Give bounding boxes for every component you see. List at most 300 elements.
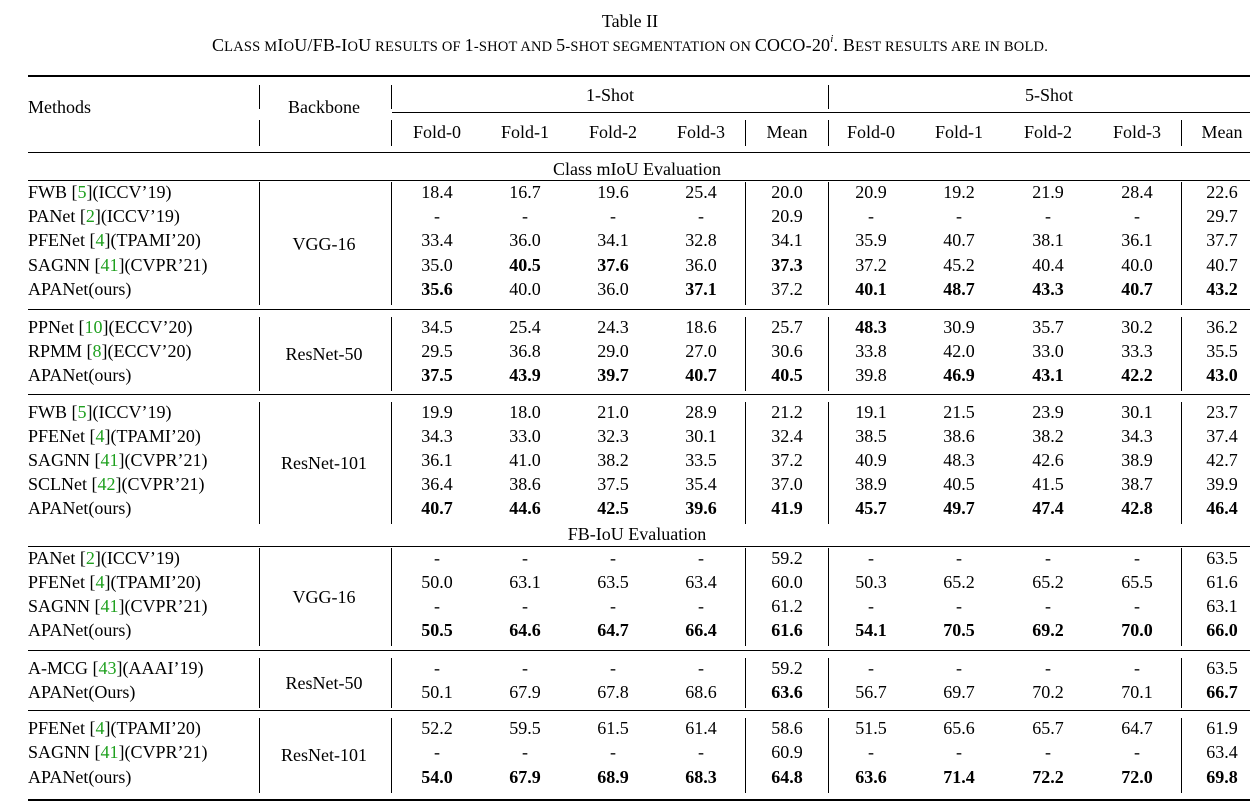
score-cell: 66.0 bbox=[1206, 620, 1238, 640]
column-divider bbox=[828, 317, 829, 391]
score-cell: 34.5 bbox=[421, 317, 453, 337]
score-cell: 28.9 bbox=[685, 402, 717, 422]
score-cell: - bbox=[1045, 596, 1051, 616]
score-cell: 29.5 bbox=[421, 341, 453, 361]
method-label: SAGNN bbox=[28, 254, 95, 275]
score-cell: - bbox=[1045, 548, 1051, 568]
column-divider bbox=[391, 548, 392, 646]
score-cell: 70.1 bbox=[1121, 682, 1153, 702]
method-venue: (TPAMI’20) bbox=[110, 572, 201, 592]
score-cell: - bbox=[956, 742, 962, 763]
score-cell: 39.7 bbox=[597, 365, 629, 385]
score-cell: 40.7 bbox=[1206, 254, 1238, 275]
method-venue: (ECCV’20) bbox=[108, 317, 193, 337]
score-cell: 39.8 bbox=[855, 365, 887, 385]
score-cell: 21.9 bbox=[1032, 182, 1064, 202]
score-cell: 23.7 bbox=[1206, 402, 1238, 422]
citation-link[interactable]: 10 bbox=[84, 317, 103, 337]
score-cell: - bbox=[434, 742, 440, 763]
score-cell: 63.6 bbox=[855, 766, 887, 787]
citation-link[interactable]: 4 bbox=[95, 572, 105, 592]
score-cell: 21.2 bbox=[771, 402, 803, 422]
score-cell: 69.7 bbox=[943, 682, 975, 702]
score-cell: 43.0 bbox=[1206, 365, 1238, 385]
score-cell: 63.5 bbox=[1206, 658, 1238, 678]
score-cell: 34.1 bbox=[771, 230, 803, 251]
score-cell: 41.5 bbox=[1032, 473, 1064, 494]
score-cell: 35.9 bbox=[855, 230, 887, 251]
score-cell: 25.7 bbox=[771, 317, 803, 337]
score-cell: 46.9 bbox=[943, 365, 975, 385]
column-divider bbox=[745, 317, 746, 391]
score-cell: 40.9 bbox=[855, 449, 887, 470]
citation-link[interactable]: 41 bbox=[100, 254, 119, 275]
column-divider bbox=[828, 182, 829, 305]
score-cell: 63.1 bbox=[509, 572, 541, 592]
citation-link[interactable]: 4 bbox=[95, 230, 105, 251]
method-label: APANet(ours) bbox=[28, 278, 132, 299]
score-cell: 30.1 bbox=[1121, 402, 1153, 422]
score-cell: 52.2 bbox=[421, 718, 453, 738]
score-cell: 37.6 bbox=[597, 254, 629, 275]
subcol-header: Fold-1 bbox=[500, 122, 550, 142]
group-rule bbox=[28, 710, 1250, 711]
column-divider bbox=[391, 402, 392, 524]
score-cell: 40.5 bbox=[771, 365, 803, 385]
method-venue: (ICCV’19) bbox=[100, 206, 180, 227]
score-cell: 20.9 bbox=[855, 182, 887, 202]
method-name bbox=[28, 497, 131, 519]
score-cell: 65.5 bbox=[1121, 572, 1153, 592]
method-label: PFENet bbox=[28, 718, 90, 738]
column-divider bbox=[391, 317, 392, 391]
method-name bbox=[28, 766, 131, 788]
score-cell: 44.6 bbox=[509, 497, 541, 518]
group-rule bbox=[28, 309, 1250, 310]
score-cell: 29.0 bbox=[597, 341, 629, 361]
score-cell: 36.0 bbox=[597, 278, 629, 299]
column-divider bbox=[1181, 718, 1182, 793]
method-venue: (TPAMI’20) bbox=[110, 718, 201, 738]
method-venue: (CVPR’21) bbox=[121, 473, 205, 494]
score-cell: 32.4 bbox=[771, 425, 803, 446]
backbone-label: ResNet-50 bbox=[285, 344, 363, 364]
score-cell: 49.7 bbox=[943, 497, 975, 518]
citation-link[interactable]: 41 bbox=[100, 449, 119, 470]
score-cell: 46.4 bbox=[1206, 497, 1238, 518]
score-cell: 19.1 bbox=[855, 402, 887, 422]
score-cell: 40.0 bbox=[509, 278, 541, 299]
method-name: SAGNN [41](CVPR’21) bbox=[28, 449, 208, 470]
score-cell: 18.0 bbox=[509, 402, 541, 422]
score-cell: 50.1 bbox=[421, 682, 453, 702]
score-cell: 16.7 bbox=[509, 182, 541, 202]
score-cell: 40.1 bbox=[855, 278, 887, 299]
citation-link[interactable]: 41 bbox=[100, 596, 119, 616]
group-rule bbox=[28, 394, 1250, 395]
subcol-header: Fold-1 bbox=[934, 122, 984, 142]
score-cell: 32.8 bbox=[685, 230, 717, 251]
column-divider bbox=[745, 658, 746, 708]
method-label: FWB bbox=[28, 402, 72, 422]
score-cell: 33.4 bbox=[421, 230, 453, 251]
method-label: APANet(ours) bbox=[28, 365, 132, 385]
score-cell: - bbox=[956, 206, 962, 227]
score-cell: - bbox=[868, 206, 874, 227]
score-cell: 65.2 bbox=[943, 572, 975, 592]
score-cell: 33.0 bbox=[1032, 341, 1064, 361]
method-venue: (AAAI’19) bbox=[122, 658, 204, 678]
score-cell: 47.4 bbox=[1032, 497, 1064, 518]
score-cell: 42.6 bbox=[1032, 449, 1064, 470]
score-cell: 33.8 bbox=[855, 341, 887, 361]
method-venue: (TPAMI’20) bbox=[110, 230, 201, 251]
column-divider bbox=[745, 718, 746, 793]
column-divider bbox=[259, 317, 260, 391]
method-label: FWB bbox=[28, 182, 72, 202]
score-cell: - bbox=[610, 658, 616, 678]
score-cell: - bbox=[868, 658, 874, 678]
score-cell: 38.7 bbox=[1121, 473, 1153, 494]
column-divider bbox=[828, 548, 829, 646]
score-cell: 21.5 bbox=[943, 402, 975, 422]
method-name: FWB [5](ICCV’19) bbox=[28, 402, 172, 422]
score-cell: 68.6 bbox=[685, 682, 717, 702]
score-cell: 61.6 bbox=[1206, 572, 1238, 592]
score-cell: 38.6 bbox=[509, 473, 541, 494]
citation-link[interactable]: 42 bbox=[97, 473, 116, 494]
score-cell: - bbox=[868, 596, 874, 616]
method-name: PFENet [4](TPAMI’20) bbox=[28, 425, 201, 446]
backbone-label: VGG-16 bbox=[292, 587, 356, 607]
method-name: PANet [2](ICCV’19) bbox=[28, 548, 180, 568]
score-cell: 50.3 bbox=[855, 572, 887, 592]
score-cell: - bbox=[698, 596, 704, 616]
score-cell: - bbox=[868, 742, 874, 763]
score-cell: 64.7 bbox=[1121, 718, 1153, 738]
method-name: FWB [5](ICCV’19) bbox=[28, 182, 172, 202]
score-cell: 21.0 bbox=[597, 402, 629, 422]
score-cell: 25.4 bbox=[509, 317, 541, 337]
score-cell: 37.7 bbox=[1206, 230, 1238, 251]
citation-link[interactable]: 41 bbox=[100, 742, 119, 763]
method-venue: (ICCV’19) bbox=[92, 402, 172, 422]
score-cell: - bbox=[434, 206, 440, 227]
score-cell: 28.4 bbox=[1121, 182, 1153, 202]
score-cell: 61.4 bbox=[685, 718, 717, 738]
score-cell: 19.9 bbox=[421, 402, 453, 422]
score-cell: 63.1 bbox=[1206, 596, 1238, 616]
method-label: RPMM bbox=[28, 341, 87, 361]
method-venue: (ICCV’19) bbox=[100, 548, 180, 568]
score-cell: 36.4 bbox=[421, 473, 453, 494]
score-cell: 41.0 bbox=[509, 449, 541, 470]
method-label: PFENet bbox=[28, 230, 90, 251]
score-cell: 37.4 bbox=[1206, 425, 1238, 446]
citation-link[interactable]: 4 bbox=[95, 425, 105, 446]
method-venue: (CVPR’21) bbox=[124, 596, 208, 616]
method-name: SAGNN [41](CVPR’21) bbox=[28, 742, 208, 763]
score-cell: 54.0 bbox=[421, 766, 453, 787]
score-cell: 36.1 bbox=[1121, 230, 1153, 251]
backbone-label: ResNet-101 bbox=[281, 745, 367, 766]
subcol-header: Fold-0 bbox=[412, 122, 462, 142]
score-cell: - bbox=[1134, 742, 1140, 763]
backbone-label: ResNet-50 bbox=[285, 673, 363, 693]
method-name: PFENet [4](TPAMI’20) bbox=[28, 230, 201, 251]
score-cell: 43.1 bbox=[1032, 365, 1064, 385]
score-cell: 32.3 bbox=[597, 425, 629, 446]
subcol-header: Fold-3 bbox=[676, 122, 726, 142]
method-label: PANet bbox=[28, 548, 80, 568]
score-cell: 35.0 bbox=[421, 254, 453, 275]
score-cell: - bbox=[610, 206, 616, 227]
column-divider bbox=[1181, 658, 1182, 708]
score-cell: 54.1 bbox=[855, 620, 887, 640]
method-name bbox=[28, 364, 131, 386]
score-cell: - bbox=[1134, 206, 1140, 227]
score-cell: 40.7 bbox=[421, 497, 453, 518]
score-cell: 40.5 bbox=[509, 254, 541, 275]
score-cell: 30.2 bbox=[1121, 317, 1153, 337]
score-cell: 66.7 bbox=[1206, 682, 1238, 702]
score-cell: 38.5 bbox=[855, 425, 887, 446]
column-divider bbox=[1181, 402, 1182, 524]
score-cell: - bbox=[610, 742, 616, 763]
score-cell: 36.0 bbox=[685, 254, 717, 275]
score-cell: 60.0 bbox=[771, 572, 803, 592]
score-cell: 59.2 bbox=[771, 548, 803, 568]
column-divider bbox=[828, 658, 829, 708]
score-cell: 36.1 bbox=[421, 449, 453, 470]
score-cell: - bbox=[1045, 206, 1051, 227]
score-cell: 58.6 bbox=[771, 718, 803, 738]
method-name: PFENet [4](TPAMI’20) bbox=[28, 718, 201, 738]
score-cell: 33.5 bbox=[685, 449, 717, 470]
score-cell: 36.0 bbox=[509, 230, 541, 251]
citation-link[interactable]: 5 bbox=[77, 182, 87, 202]
table-title: CLASS MIOU/FB-IOU RESULTS OF 1-SHOT AND 5-SHOT SEGMENTATION ON COCO-20$^i$. BEST RESULTS ARE IN BOLD. bbox=[211, 33, 1049, 55]
score-cell: 59.5 bbox=[509, 718, 541, 738]
backbone-header: Backbone bbox=[288, 97, 360, 117]
score-cell: 70.2 bbox=[1032, 682, 1064, 702]
score-cell: 67.9 bbox=[509, 766, 541, 787]
score-cell: 33.3 bbox=[1121, 341, 1153, 361]
column-divider bbox=[1181, 182, 1182, 305]
method-label: SAGNN bbox=[28, 449, 95, 470]
subcol-header: Fold-2 bbox=[1023, 122, 1073, 142]
score-cell: 70.0 bbox=[1121, 620, 1153, 640]
method-name: SAGNN [41](CVPR’21) bbox=[28, 596, 208, 616]
score-cell: 33.0 bbox=[509, 425, 541, 446]
column-divider bbox=[259, 548, 260, 646]
score-cell: 38.1 bbox=[1032, 230, 1064, 251]
subcol-header: Fold-2 bbox=[588, 122, 638, 142]
section-rule bbox=[28, 180, 1250, 181]
method-label: A-MCG bbox=[28, 658, 93, 678]
score-cell: 63.4 bbox=[1206, 742, 1238, 763]
column-divider bbox=[828, 402, 829, 524]
column-divider bbox=[259, 182, 260, 305]
score-cell: 38.2 bbox=[597, 449, 629, 470]
section-fbiou-label: FB-IoU Evaluation bbox=[567, 524, 707, 544]
method-name: A-MCG [43](AAAI’19) bbox=[28, 658, 204, 678]
score-cell: - bbox=[434, 548, 440, 568]
score-cell: 36.8 bbox=[509, 341, 541, 361]
score-cell: - bbox=[1134, 596, 1140, 616]
score-cell: 45.7 bbox=[855, 497, 887, 518]
score-cell: - bbox=[1134, 658, 1140, 678]
method-name bbox=[28, 681, 135, 703]
score-cell: 63.5 bbox=[1206, 548, 1238, 568]
score-cell: 34.3 bbox=[421, 425, 453, 446]
score-cell: 19.2 bbox=[943, 182, 975, 202]
column-divider bbox=[745, 182, 746, 305]
score-cell: 22.6 bbox=[1206, 182, 1238, 202]
score-cell: - bbox=[698, 742, 704, 763]
score-cell: 41.9 bbox=[771, 497, 803, 518]
column-divider bbox=[391, 658, 392, 708]
citation-link[interactable]: 5 bbox=[77, 402, 87, 422]
score-cell: 38.6 bbox=[943, 425, 975, 446]
score-cell: - bbox=[1045, 742, 1051, 763]
backbone-label: ResNet-101 bbox=[281, 452, 367, 473]
score-cell: - bbox=[522, 596, 528, 616]
score-cell: - bbox=[1045, 658, 1051, 678]
score-cell: 37.1 bbox=[685, 278, 717, 299]
score-cell: - bbox=[956, 596, 962, 616]
score-cell: 37.5 bbox=[597, 473, 629, 494]
citation-link[interactable]: 2 bbox=[85, 206, 95, 227]
score-cell: 43.3 bbox=[1032, 278, 1064, 299]
score-cell: 40.7 bbox=[685, 365, 717, 385]
score-cell: 27.0 bbox=[685, 341, 717, 361]
method-label: SAGNN bbox=[28, 742, 95, 763]
method-label: SAGNN bbox=[28, 596, 95, 616]
score-cell: - bbox=[610, 548, 616, 568]
score-cell: 48.3 bbox=[855, 317, 887, 337]
citation-link[interactable]: 4 bbox=[95, 718, 105, 738]
score-cell: 40.5 bbox=[943, 473, 975, 494]
top-rule bbox=[28, 75, 1250, 77]
score-cell: 70.5 bbox=[943, 620, 975, 640]
method-label: SCLNet bbox=[28, 473, 92, 494]
subcol-header: Mean bbox=[766, 122, 808, 142]
method-label: APANet(ours) bbox=[28, 497, 132, 518]
method-label: APANet(ours) bbox=[28, 620, 132, 640]
score-cell: 42.7 bbox=[1206, 449, 1238, 470]
score-cell: 38.9 bbox=[855, 473, 887, 494]
score-cell: 35.7 bbox=[1032, 317, 1064, 337]
method-label: APANet(ours) bbox=[28, 766, 132, 787]
method-name: RPMM [8](ECCV’20) bbox=[28, 341, 192, 361]
score-cell: 42.5 bbox=[597, 497, 629, 518]
score-cell: 61.2 bbox=[771, 596, 803, 616]
group-rule bbox=[28, 650, 1250, 651]
citation-link[interactable]: 8 bbox=[92, 341, 102, 361]
score-cell: 71.4 bbox=[943, 766, 975, 787]
score-cell: 35.5 bbox=[1206, 341, 1238, 361]
score-cell: 38.2 bbox=[1032, 425, 1064, 446]
score-cell: 43.9 bbox=[509, 365, 541, 385]
score-cell: 69.8 bbox=[1206, 766, 1238, 787]
method-label: PPNet bbox=[28, 317, 79, 337]
methods-header: Methods bbox=[28, 97, 91, 117]
score-cell: 61.9 bbox=[1206, 718, 1238, 738]
score-cell: 29.7 bbox=[1206, 206, 1238, 227]
score-cell: 30.9 bbox=[943, 317, 975, 337]
citation-link[interactable]: 43 bbox=[98, 658, 117, 678]
method-name: PFENet [4](TPAMI’20) bbox=[28, 572, 201, 592]
score-cell: 59.2 bbox=[771, 658, 803, 678]
score-cell: 39.6 bbox=[685, 497, 717, 518]
score-cell: 64.8 bbox=[771, 766, 803, 787]
section-miou-label: Class mIoU Evaluation bbox=[553, 159, 721, 179]
table-label: Table II bbox=[601, 11, 659, 31]
score-cell: 72.2 bbox=[1032, 766, 1064, 787]
column-divider bbox=[391, 718, 392, 793]
score-cell: - bbox=[698, 548, 704, 568]
citation-link[interactable]: 2 bbox=[85, 548, 95, 568]
subcol-header: Mean bbox=[1201, 122, 1243, 142]
score-cell: - bbox=[522, 658, 528, 678]
score-cell: 45.2 bbox=[943, 254, 975, 275]
column-divider bbox=[1181, 317, 1182, 391]
score-cell: - bbox=[610, 596, 616, 616]
score-cell: 65.6 bbox=[943, 718, 975, 738]
method-name bbox=[28, 278, 131, 300]
score-cell: 35.4 bbox=[685, 473, 717, 494]
score-cell: 43.2 bbox=[1206, 278, 1238, 299]
score-cell: 30.6 bbox=[771, 341, 803, 361]
score-cell: 69.2 bbox=[1032, 620, 1064, 640]
score-cell: 35.6 bbox=[421, 278, 453, 299]
score-cell: 66.4 bbox=[685, 620, 717, 640]
score-cell: 50.0 bbox=[421, 572, 453, 592]
score-cell: - bbox=[522, 206, 528, 227]
method-venue: (CVPR’21) bbox=[124, 254, 208, 275]
score-cell: 48.3 bbox=[943, 449, 975, 470]
score-cell: 30.1 bbox=[685, 425, 717, 446]
method-name bbox=[28, 619, 131, 641]
method-label: PANet bbox=[28, 206, 80, 227]
score-cell: 19.6 bbox=[597, 182, 629, 202]
score-cell: 64.7 bbox=[597, 620, 629, 640]
score-cell: 51.5 bbox=[855, 718, 887, 738]
one-shot-header: 1-Shot bbox=[585, 85, 635, 105]
score-cell: 40.0 bbox=[1121, 254, 1153, 275]
score-cell: 37.2 bbox=[855, 254, 887, 275]
score-cell: - bbox=[868, 548, 874, 568]
score-cell: 34.3 bbox=[1121, 425, 1153, 446]
score-cell: 24.3 bbox=[597, 317, 629, 337]
score-cell: 25.4 bbox=[685, 182, 717, 202]
score-cell: 18.6 bbox=[685, 317, 717, 337]
score-cell: 36.2 bbox=[1206, 317, 1238, 337]
section-rule bbox=[28, 546, 1250, 547]
score-cell: 34.1 bbox=[597, 230, 629, 251]
score-cell: 68.3 bbox=[685, 766, 717, 787]
score-cell: 18.4 bbox=[421, 182, 453, 202]
column-divider bbox=[259, 658, 260, 708]
column-divider bbox=[745, 548, 746, 646]
score-cell: 61.6 bbox=[771, 620, 803, 640]
score-cell: 67.9 bbox=[509, 682, 541, 702]
score-cell: 56.7 bbox=[855, 682, 887, 702]
header-bottom-rule bbox=[28, 152, 1250, 153]
method-venue: (TPAMI’20) bbox=[110, 425, 201, 446]
header-midrule bbox=[392, 112, 1250, 113]
